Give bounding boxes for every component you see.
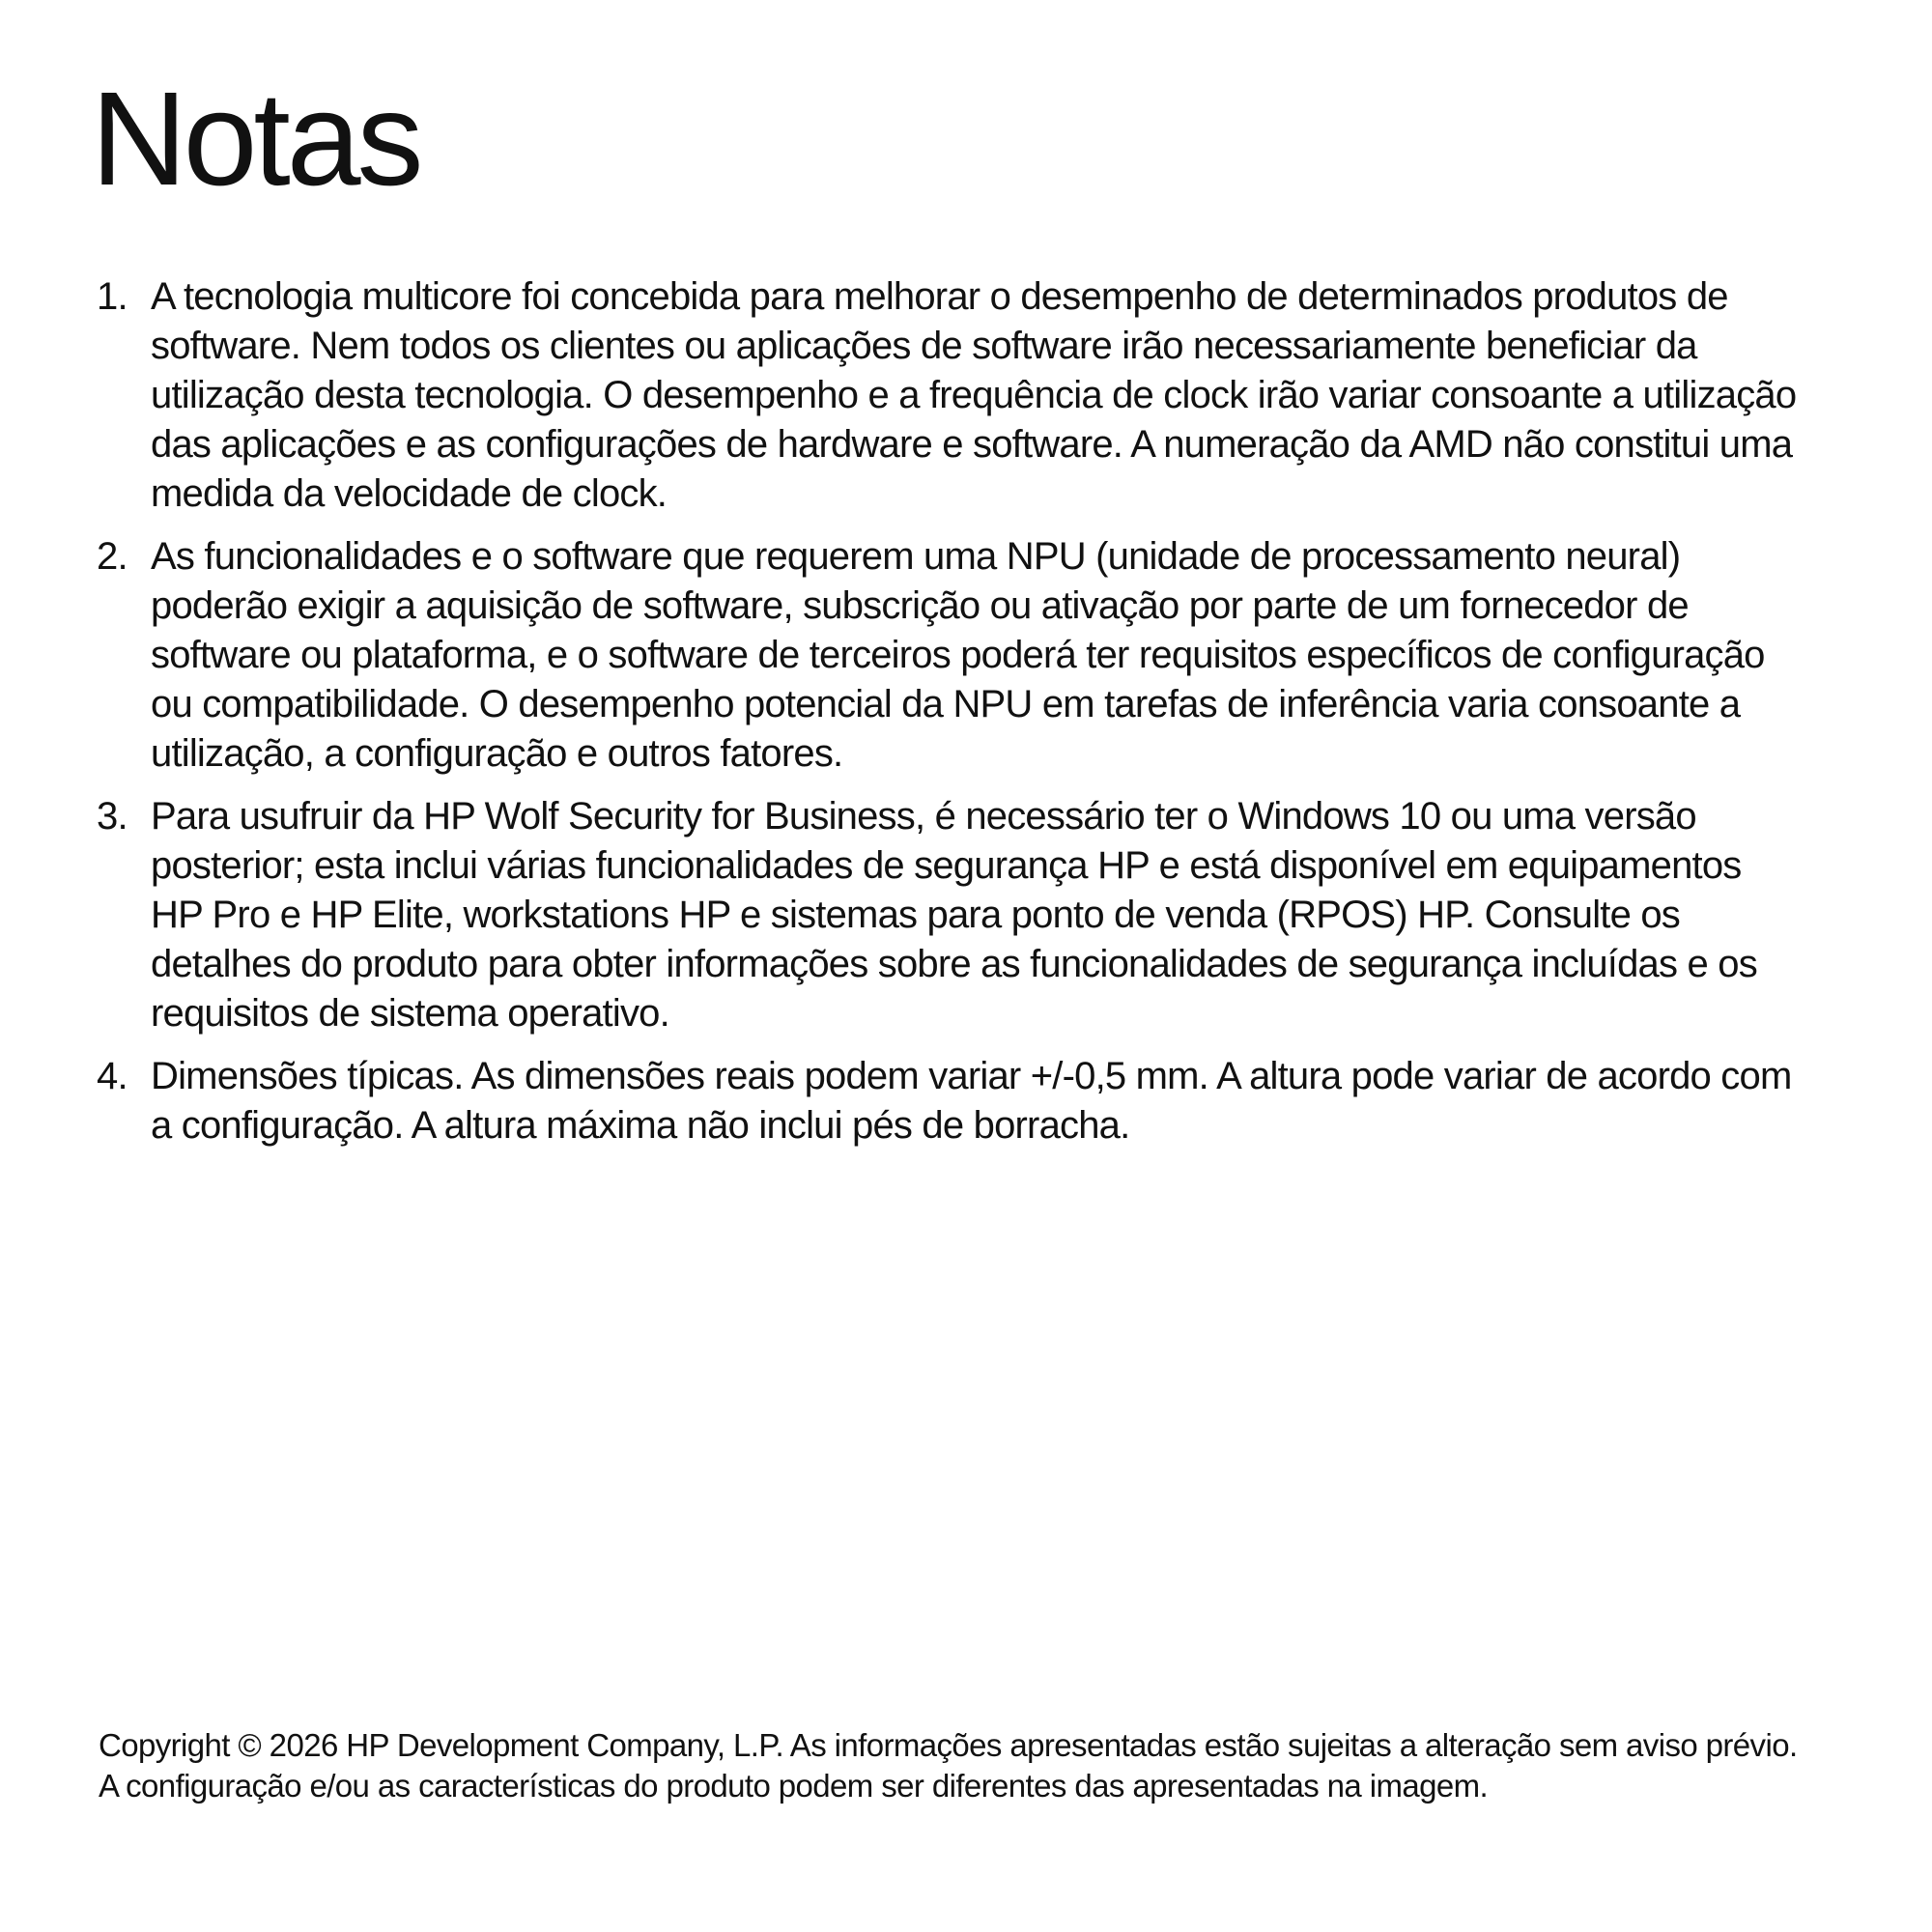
note-text: A tecnologia multicore foi concebida para melhorar o desempenho de determinados produtos de software. Nem todos os clientes ou aplicações de software irão necessariamente beneficiar da utilização desta tecnologia. O desempenho e a frequência de clock irão variar consoante a utilização das aplicações e as configurações de hardware e software. A numeração da AMD não constitui uma medida da velocidade de clock. xyxy=(151,275,1797,515)
page-title: Notas xyxy=(91,65,420,213)
note-item xyxy=(97,272,1797,519)
note-item xyxy=(97,1052,1797,1151)
note-text: As funcionalidades e o software que requerem uma NPU (unidade de processamento neural) poderão exigir a aquisição de software, subscrição ou ativação por parte de um fornecedor de software ou plataforma, e o software de terceiros poderá ter requisitos específicos de configuração ou compatibilidade. O desempenho potencial da NPU em tarefas de inferência varia consoante a utilização, a configuração e outros fatores. xyxy=(151,535,1765,775)
notes-list xyxy=(97,272,1797,1164)
note-item xyxy=(97,792,1797,1038)
note-item xyxy=(97,532,1797,779)
note-number: 1. xyxy=(97,275,128,318)
note-text: Dimensões típicas. As dimensões reais podem variar +/-0,5 mm. A altura pode variar de acordo com a configuração. A altura máxima não inclui pés de borracha. xyxy=(151,1055,1792,1147)
copyright-notice: Copyright © 2026 HP Development Company, L.P. As informações apresentadas estão sujeitas a alteração sem aviso prévio. A configuração e/ou as características do produto podem ser diferentes das apresentadas na imagem. xyxy=(99,1727,1798,1804)
note-number: 4. xyxy=(97,1055,128,1097)
note-number: 2. xyxy=(97,535,128,578)
note-number: 3. xyxy=(97,795,128,838)
note-text: Para usufruir da HP Wolf Security for Business, é necessário ter o Windows 10 ou uma versão posterior; esta inclui várias funcionalidades de segurança HP e está disponível em equipamentos HP Pro e HP Elite, workstations HP e sistemas para ponto de venda (RPOS) HP. Consulte os detalhes do produto para obter informações sobre as funcionalidades de segurança incluídas e os requisitos de sistema operativo. xyxy=(151,795,1757,1035)
